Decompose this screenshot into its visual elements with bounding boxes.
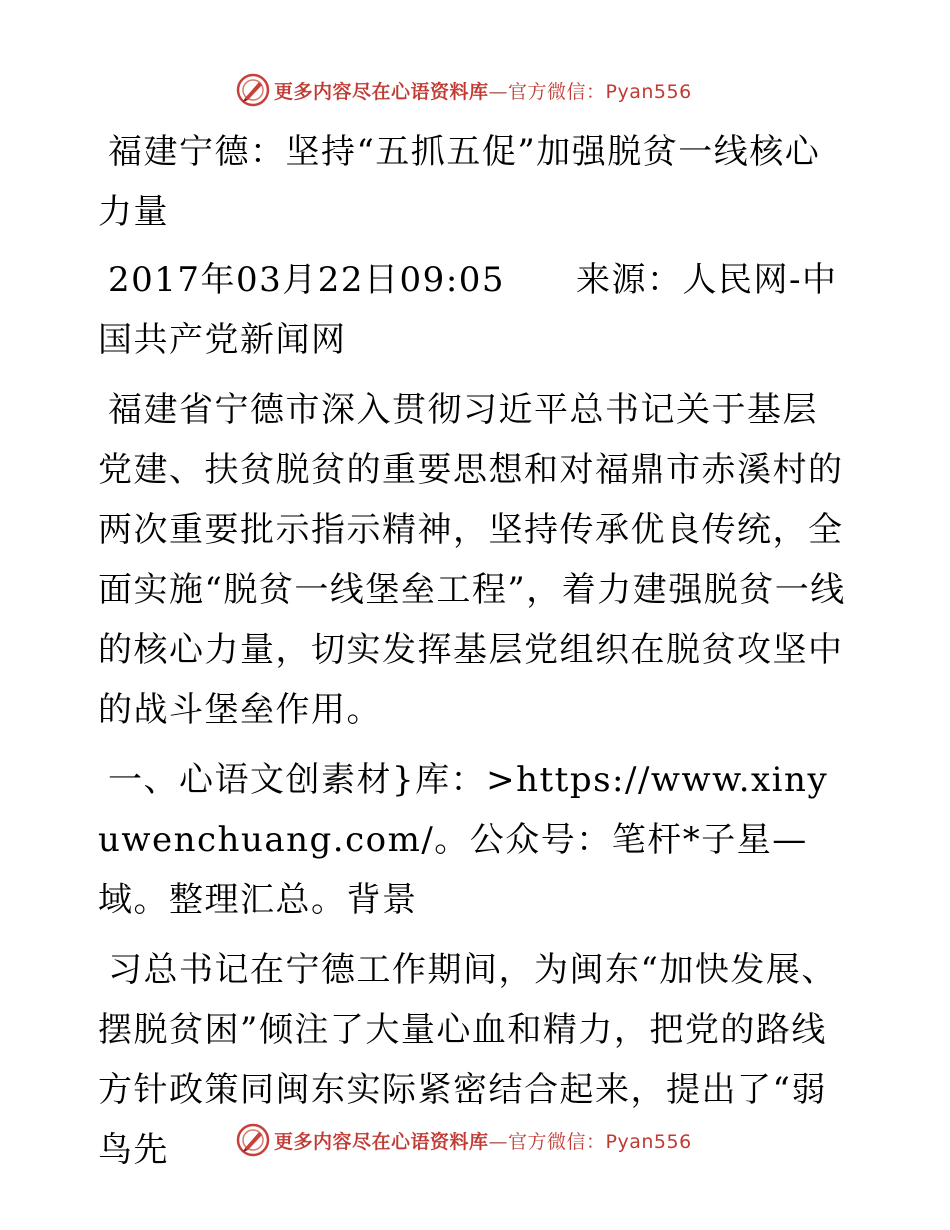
banner-text — [274, 77, 692, 104]
banner-dash: — — [488, 80, 509, 103]
article-paragraph: 福建省宁德市深入贯彻习近平总书记关于基层党建、扶贫脱贫的重要思想和对福鼎市赤溪村的两次重要批示指示精神，坚持传承优良传统，全面实施“脱贫一线堡垒工程”，着力建强脱贫一线的核心力量，切实发挥基层党组织在脱贫攻坚中的战斗堡垒作用。 — [98, 390, 846, 730]
article-paragraph: 一、心语文创素材}库：>https://www.xinyuwenchuang.com/。公众号：笔杆*子星—域。整理汇总。背景 — [98, 760, 829, 920]
banner-main-text: 更多内容尽在心语资料库 — [274, 80, 489, 103]
banner-wechat-id: Pyan556 — [605, 80, 692, 103]
article-meta: 2017年03月22日09:05 来源：人民网-中国共产党新闻网 — [98, 260, 838, 360]
banner-dash: — — [488, 1130, 509, 1153]
article-title: 福建宁德：坚持“五抓五促”加强脱贫一线核心力量 — [98, 132, 821, 232]
banner-wechat-id: Pyan556 — [605, 1130, 692, 1153]
article-body — [98, 122, 850, 1190]
banner-text — [274, 1127, 692, 1154]
banner-wechat-label: 官方微信： — [508, 80, 606, 103]
banner-wechat-label: 官方微信： — [508, 1130, 606, 1153]
brand-logo-icon — [236, 73, 270, 107]
header-banner — [236, 72, 692, 108]
banner-main-text: 更多内容尽在心语资料库 — [274, 1130, 489, 1153]
footer-banner — [236, 1122, 692, 1158]
article-paragraph: 习总书记在宁德工作期间，为闽东“加快发展、摆脱贫困”倾注了大量心血和精力，把党的路线方针政策同闽东实际紧密结合起来，提出了“弱鸟先 — [98, 950, 837, 1170]
brand-logo-icon — [236, 1123, 270, 1157]
